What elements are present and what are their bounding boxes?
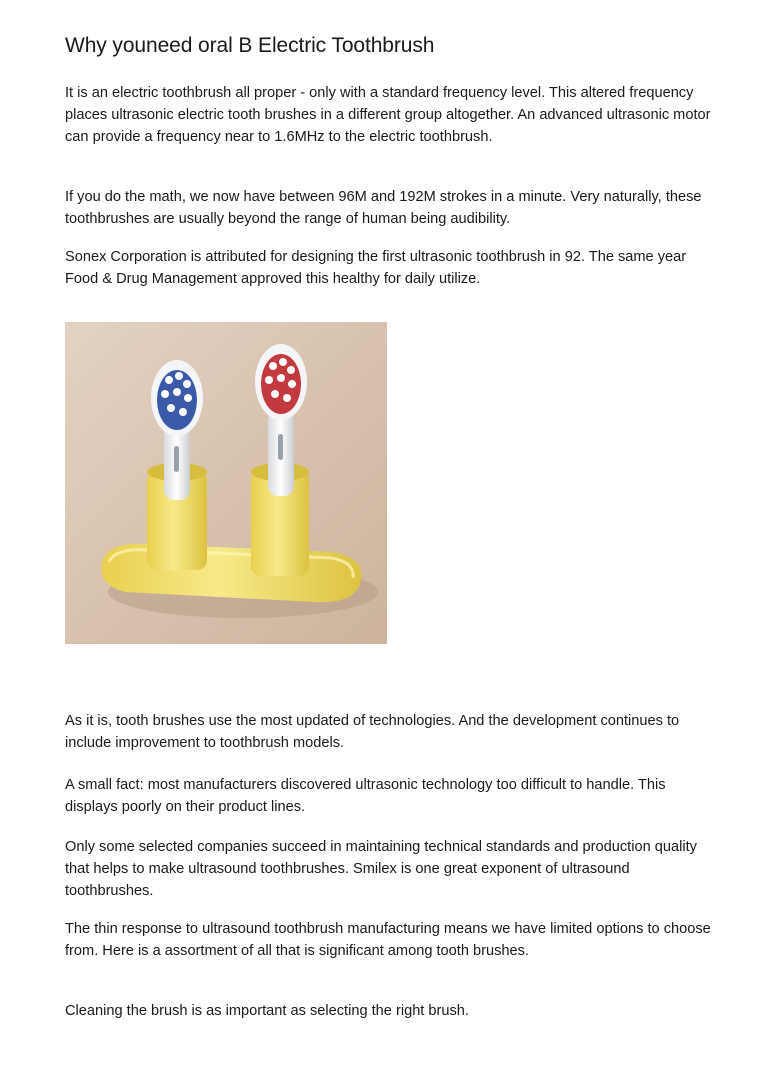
paragraph-6: Only some selected companies succeed in maintaining technical standards and production quality that helps to make ultrasound toothbrushes. Smilex is one great exponent of ultrasound toothbrushes. <box>65 839 697 899</box>
paragraph-3: Sonex Corporation is attributed for designing the first ultrasonic toothbrush in 92. The same year Food & Drug Management approved this healthy for daily utilize. <box>65 249 687 287</box>
page-title: Why youneed oral B Electric Toothbrush <box>65 34 435 57</box>
paragraph-5: A small fact: most manufacturers discovered ultrasonic technology too difficult to handle. This displays poorly on their product lines. <box>65 777 666 815</box>
paragraph-7: The thin response to ultrasound toothbrush manufacturing means we have limited options to choose from. Here is a assortment of all that is significant among tooth brushes. <box>65 921 711 959</box>
paragraph-1: It is an electric toothbrush all proper - only with a standard frequency level. This altered frequency places ultrasonic electric tooth brushes in a different group altogether. An advanced ultrasonic motor can provide a frequency near to 1.6MHz to the electric toothbrush. <box>65 85 711 145</box>
toothbrush-photo <box>65 322 387 644</box>
paragraph-2: If you do the math, we now have between 96M and 192M strokes in a minute. Very naturally, these toothbrushes are usually beyond the range of human being audibility. <box>65 189 702 227</box>
toothbrush-holder-image <box>65 322 387 644</box>
paragraph-8: Cleaning the brush is as important as selecting the right brush. <box>65 1003 469 1019</box>
paragraph-4: As it is, tooth brushes use the most updated of technologies. And the development continues to include improvement to toothbrush models. <box>65 713 680 751</box>
